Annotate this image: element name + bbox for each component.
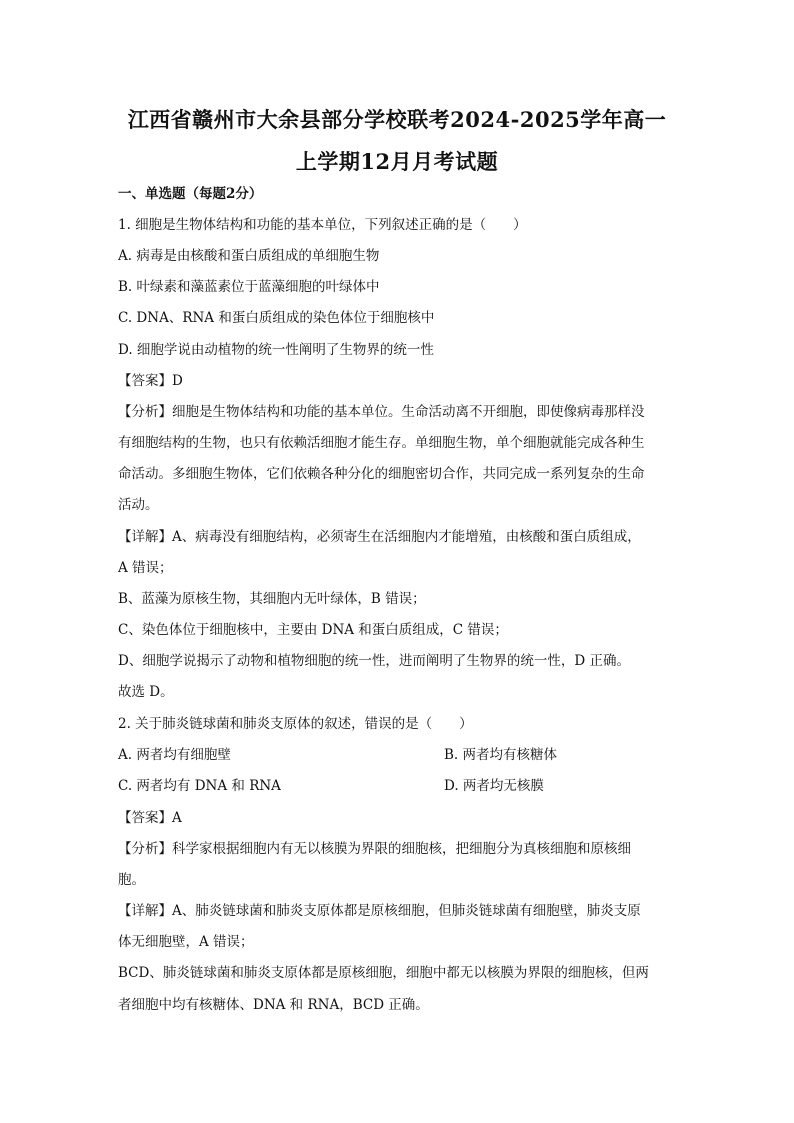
q2-detail-line: 【详解】A、肺炎链球菌和肺炎支原体都是原核细胞，但肺炎链球菌有细胞壁，肺炎支原: [118, 903, 641, 919]
q1-detail-line: C、染色体位于细胞核中，主要由 DNA 和蛋白质组成，C 错误；: [118, 622, 508, 638]
q2-detail-line: BCD、肺炎链球菌和肺炎支原体都是原核细胞，细胞中都无以核膜为界限的细胞核，但两: [118, 965, 649, 981]
q2-analysis-line: 胞。: [118, 872, 145, 888]
q2-option-c: C. 两者均有 DNA 和 RNA: [118, 778, 281, 794]
q1-detail-line: A 错误；: [118, 560, 173, 576]
q1-analysis-line: 命活动。多细胞生物体，它们依赖各种分化的细胞密切合作，共同完成一系列复杂的生命: [118, 466, 645, 482]
q2-option-b: B. 两者均有核糖体: [444, 747, 558, 763]
q2-detail-line: 者细胞中均有核糖体、DNA 和 RNA，BCD 正确。: [118, 997, 429, 1013]
q1-analysis-line: 【分析】细胞是生物体结构和功能的基本单位。生命活动离不开细胞，即使像病毒那样没: [118, 404, 645, 420]
q1-detail-line: D、细胞学说揭示了动物和植物细胞的统一性，进而阐明了生物界的统一性，D 正确。: [118, 653, 630, 669]
q1-analysis-line: 有细胞结构的生物，也只有依赖活细胞才能生存。单细胞生物，单个细胞就能完成各种生: [118, 435, 645, 451]
document-title-line-2: 上学期12月月考试题: [295, 149, 499, 174]
q2-option-a: A. 两者均有细胞壁: [118, 747, 231, 763]
q2-analysis-line: 【分析】科学家根据细胞内有无以核膜为界限的细胞核，把细胞分为真核细胞和原核细: [118, 841, 631, 857]
q1-analysis-line: 活动。: [118, 497, 159, 513]
q1-option-d: D. 细胞学说由动植物的统一性阐明了生物界的统一性: [118, 342, 434, 358]
q2-detail-line: 体无细胞壁，A 错误；: [118, 934, 254, 950]
q1-answer: 【答案】D: [118, 373, 183, 389]
q1-stem: 1. 细胞是生物体结构和功能的基本单位，下列叙述正确的是（ ）: [118, 217, 527, 233]
q2-option-d: D. 两者均无核膜: [444, 778, 544, 794]
document-title-line-1: 江西省赣州市大余县部分学校联考2024-2025学年高一: [127, 107, 667, 132]
q1-detail-line: 故选 D。: [118, 684, 174, 700]
q2-stem: 2. 关于肺炎链球菌和肺炎支原体的叙述，错误的是（ ）: [118, 716, 473, 732]
q1-detail-line: B、蓝藻为原核生物，其细胞内无叶绿体，B 错误；: [118, 591, 426, 607]
q1-option-c: C. DNA、RNA 和蛋白质组成的染色体位于细胞核中: [118, 310, 435, 326]
q1-option-b: B. 叶绿素和藻蓝素位于蓝藻细胞的叶绿体中: [118, 279, 380, 295]
q2-answer: 【答案】A: [118, 810, 182, 826]
q1-detail-line: 【详解】A、病毒没有细胞结构，必须寄生在活细胞内才能增殖，由核酸和蛋白质组成，: [118, 529, 641, 545]
q1-option-a: A. 病毒是由核酸和蛋白质组成的单细胞生物: [118, 248, 380, 264]
section-heading: 一、单选题（每题2分）: [118, 186, 263, 202]
